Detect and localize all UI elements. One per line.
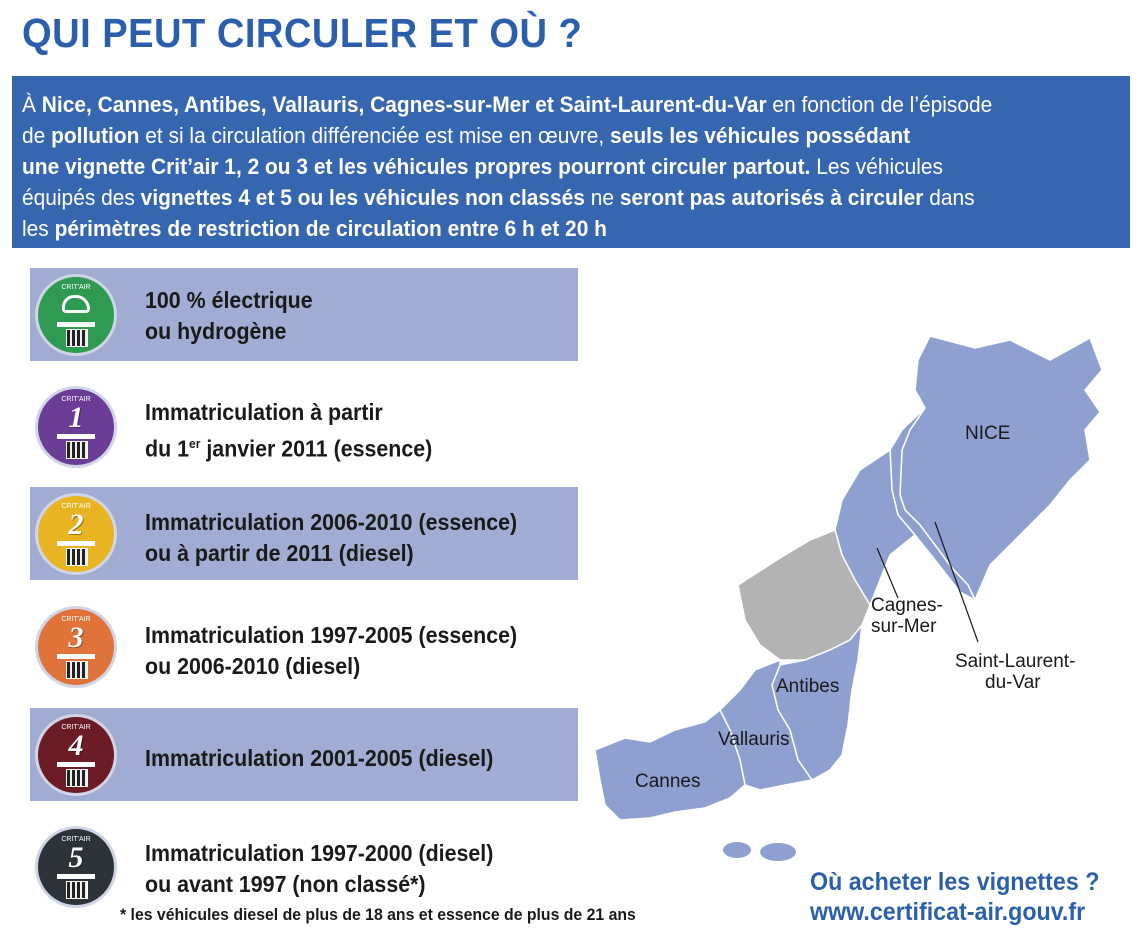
nice-label: NICE	[965, 423, 1011, 444]
cagnes-label-line2: sur-Mer	[871, 616, 937, 637]
certificat-air-link[interactable]: www.certificat-air.gouv.fr	[810, 898, 1086, 926]
vignette-row-5	[30, 820, 578, 913]
restriction-zone-map	[580, 330, 1140, 875]
island	[723, 842, 751, 858]
banner-line-4: équipés des vignettes 4 et 5 ou les véhicules non classés ne seront pas autorisés à circuler dans	[22, 185, 975, 210]
page-title: QUI PEUT CIRCULER ET OÙ ?	[22, 10, 583, 56]
vignette-row-4	[30, 708, 578, 801]
qr-code-icon	[66, 881, 88, 899]
banner-line-3: une vignette Crit’air 1, 2 ou 3 et les véhicules propres pourront circuler partout. Les véhicules	[22, 154, 943, 179]
critair-5-badge-icon: CRIT'AIR 5	[38, 829, 114, 905]
qr-code-icon	[66, 548, 88, 566]
banner-line-2: de pollution et si la circulation différenciée est mise en œuvre, seuls les véhicules possédant	[22, 123, 911, 148]
cannes-zone	[595, 710, 745, 820]
critair-4-badge-icon: CRIT'AIR 4	[38, 717, 114, 793]
qr-code-icon	[66, 769, 88, 787]
banner-line-1: À Nice, Cannes, Antibes, Vallauris, Cagnes-sur-Mer et Saint-Laurent-du-Var en fonction de l’épisode	[22, 92, 993, 117]
critair-3-badge-icon: CRIT'AIR 3	[38, 609, 114, 685]
qr-code-icon	[66, 661, 88, 679]
vignette-description: Immatriculation 2006-2010 (essence) ou à partir de 2011 (diesel)	[145, 509, 518, 566]
cannes-label: Cannes	[635, 771, 701, 792]
critair-electric-badge-icon: CRIT'AIR	[38, 277, 114, 353]
buy-question: Où acheter les vignettes ?	[810, 868, 1100, 896]
antibes-label: Antibes	[776, 676, 840, 697]
critair-1-badge-icon: CRIT'AIR 1	[38, 389, 114, 465]
saint-laurent-label-line2: du-Var	[985, 672, 1041, 693]
vignette-row-2	[30, 487, 578, 580]
vignette-description: Immatriculation 1997-2005 (essence) ou 2006-2010 (diesel)	[145, 622, 518, 679]
vignette-row-electric	[30, 268, 578, 361]
footnote: * les véhicules diesel de plus de 18 ans et essence de plus de 21 ans	[120, 905, 636, 924]
info-banner	[12, 76, 1130, 248]
banner-line-5: les périmètres de restriction de circulation entre 6 h et 20 h	[22, 216, 607, 241]
vignette-description: Immatriculation 2001-2005 (diesel)	[145, 745, 494, 771]
qr-code-icon	[66, 329, 88, 347]
vignette-description: 100 % électrique ou hydrogène	[145, 287, 313, 344]
vignette-row-3	[30, 600, 578, 693]
vignette-row-1	[30, 380, 578, 473]
vignette-description: Immatriculation à partir du 1er janvier 2011 (essence)	[145, 399, 433, 462]
nice-zone	[900, 336, 1102, 600]
cagnes-label-line1: Cagnes-	[871, 595, 943, 616]
saint-laurent-label-line1: Saint-Laurent-	[955, 651, 1076, 672]
qr-code-icon	[66, 441, 88, 459]
vignette-description: Immatriculation 1997-2000 (diesel) ou avant 1997 (non classé*)	[145, 840, 494, 897]
car-icon	[62, 295, 90, 313]
critair-2-badge-icon: CRIT'AIR 2	[38, 496, 114, 572]
vallauris-label: Vallauris	[718, 729, 790, 750]
island	[760, 843, 796, 861]
